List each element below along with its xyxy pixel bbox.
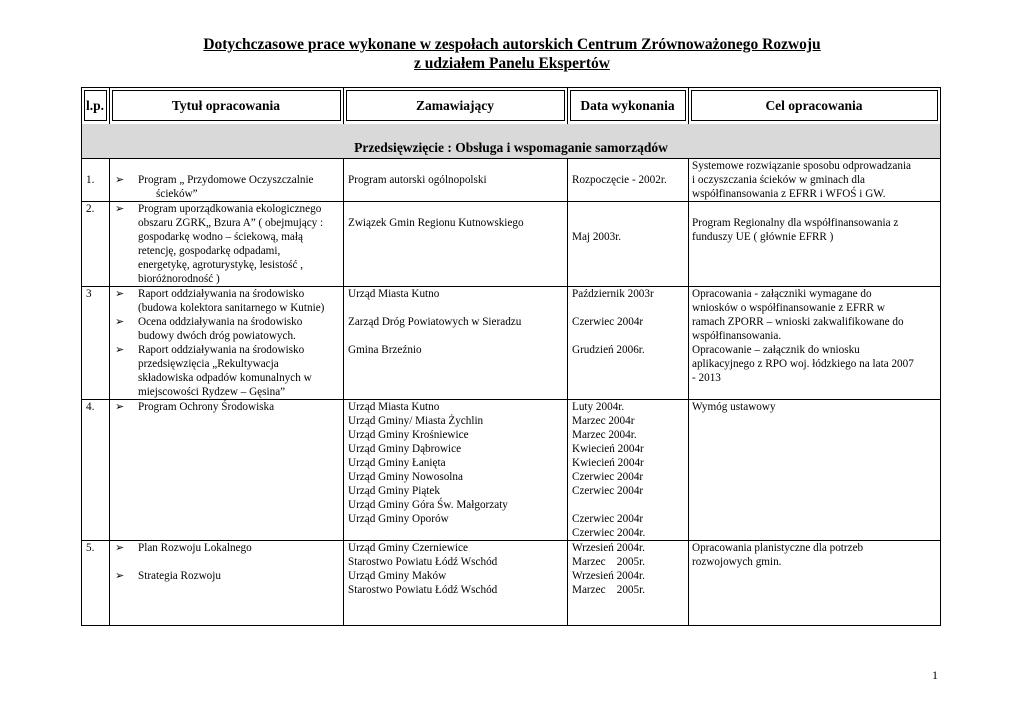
date-line: Rozpoczęcie - 2002r. [572, 174, 667, 186]
bullet-icon: ➢ [115, 401, 125, 413]
goal-line: współfinansowania. [692, 330, 782, 342]
goal-line: ramach ZPORR – wnioski zakwalifikowane do [692, 316, 904, 328]
section-header: Przedsięwzięcie : Obsługa i wspomaganie samorządów [82, 124, 940, 158]
title-line: Raport oddziaływania na środowisko [138, 288, 305, 300]
client-line: Urząd Gminy Łanięta [348, 457, 446, 469]
client-line: Urząd Gminy Góra Św. Małgorzaty [348, 499, 508, 511]
date-line: Marzec 2005r. [572, 584, 646, 596]
goal-line: Opracowanie – załącznik do wniosku [692, 344, 860, 356]
goal-line: rozwojowych gmin. [692, 556, 782, 568]
bullet-icon: ➢ [115, 344, 125, 356]
page-number: 1 [932, 668, 938, 682]
client-line: Urząd Gminy/ Miasta Żychlin [348, 415, 484, 427]
row-number: 4. [86, 401, 95, 413]
title-line: Plan Rozwoju Lokalnego [138, 542, 252, 554]
title-line: Strategia Rozwoju [138, 570, 221, 582]
client-line: Starostwo Powiatu Łódź Wschód [348, 556, 498, 568]
document-title-line-2: z udziałem Panelu Ekspertów [414, 55, 610, 72]
title-line: miejscowości Rydzew – Gęsina” [138, 386, 286, 398]
row-number: 2. [86, 203, 95, 215]
date-line: Październik 2003r [572, 288, 654, 300]
goal-line: i oczyszczania ścieków w gminach dla [692, 174, 866, 186]
date-line: Kwiecień 2004r [572, 457, 644, 469]
title-line: składowiska odpadów komunalnych w [138, 372, 312, 384]
bullet-icon: ➢ [115, 570, 125, 582]
document-title-line-1: Dotychczasowe prace wykonane w zespołach autorskich Centrum Zrównoważonego Rozwoju [203, 36, 821, 53]
date-line: Maj 2003r. [572, 231, 622, 243]
title-line: Program „ Przydomowe Oczyszczalnie [138, 174, 314, 186]
date-line: Wrzesień 2004r. [572, 570, 645, 582]
client-line: Urząd Gminy Piątek [348, 485, 440, 497]
title-line: budowy dwóch dróg powiatowych. [138, 330, 296, 342]
date-line: Grudzień 2006r. [572, 344, 645, 356]
goal-line: Program Regionalny dla współfinansowania z [692, 217, 899, 229]
goal-line: funduszy UE ( głównie EFRR ) [692, 231, 834, 243]
row-number: 5. [86, 542, 95, 554]
goal-line: współfinansowania z EFRR i WFOŚ i GW. [692, 188, 886, 200]
date-line: Czerwiec 2004r [572, 513, 644, 525]
date-line: Marzec 2004r [572, 415, 635, 427]
goal-line: Opracowania - załączniki wymagane do [692, 288, 872, 300]
client-line: Urząd Gminy Czerniewice [348, 542, 468, 554]
bullet-icon: ➢ [115, 542, 125, 554]
goal-line: Wymóg ustawowy [692, 401, 776, 413]
date-line: Luty 2004r. [572, 401, 625, 413]
client-line: Urząd Gminy Nowosolna [348, 471, 463, 483]
title-line: obszaru ZGRK„ Bzura A” ( obejmujący : [138, 217, 324, 229]
title-line: ścieków” [156, 188, 198, 200]
client-line: Urząd Gminy Dąbrowice [348, 443, 462, 455]
client-line: Starostwo Powiatu Łódź Wschód [348, 584, 498, 596]
date-line: Wrzesień 2004r. [572, 542, 645, 554]
date-line: Kwiecień 2004r [572, 443, 644, 455]
header-lp: l.p. [85, 97, 104, 113]
title-line: energetykę, agroturystykę, lesistość , [138, 259, 304, 271]
client-line: Urząd Miasta Kutno [348, 401, 440, 413]
date-line: Marzec 2005r. [572, 556, 646, 568]
client-line: Urząd Gminy Oporów [348, 513, 449, 525]
client-line: Gmina Brzeźnio [348, 344, 422, 356]
client-line: Urząd Gminy Maków [348, 570, 447, 582]
title-line: bioróżnorodność ) [138, 273, 220, 285]
title-line: Ocena oddziaływania na środowisko [138, 316, 303, 328]
goal-line: Systemowe rozwiązanie sposobu odprowadzania [692, 160, 912, 172]
goal-line: Opracowania planistyczne dla potrzeb [692, 542, 864, 554]
date-line: Marzec 2004r. [572, 429, 637, 441]
title-line: gospodarkę wodno – ściekową, małą [138, 231, 303, 243]
date-line: Czerwiec 2004r [572, 471, 644, 483]
client-line: Urząd Gminy Krośniewice [348, 429, 469, 441]
header-client: Zamawiający [416, 97, 494, 113]
goal-line: - 2013 [692, 372, 721, 384]
client-line: Urząd Miasta Kutno [348, 288, 440, 300]
title-line: retencję, gospodarkę odpadami, [138, 245, 281, 257]
header-goal: Cel opracowania [765, 97, 863, 113]
title-line: Raport oddziaływania na środowisko [138, 344, 305, 356]
goal-line: aplikacyjnego z RPO woj. łódzkiego na lata 2007 [692, 358, 914, 370]
bullet-icon: ➢ [115, 174, 125, 186]
goal-line: wniosków o współfinansowanie z EFRR w [692, 302, 885, 314]
date-line: Czerwiec 2004r [572, 485, 644, 497]
title-line: Program uporządkowania ekologicznego [138, 203, 322, 215]
bullet-icon: ➢ [115, 288, 125, 300]
header-date: Data wykonania [580, 97, 675, 113]
header-title: Tytuł opracowania [171, 97, 281, 113]
title-line: przedsięwzięcia „Rekultywacja [138, 358, 279, 370]
title-line: Program Ochrony Środowiska [138, 401, 275, 413]
client-line: Zarząd Dróg Powiatowych w Sieradzu [348, 316, 522, 328]
row-number: 1. [86, 174, 95, 186]
bullet-icon: ➢ [115, 316, 125, 328]
client-line: Program autorski ogólnopolski [348, 174, 487, 186]
bullet-icon: ➢ [115, 203, 125, 215]
date-line: Czerwiec 2004r. [572, 527, 646, 539]
title-line: (budowa kolektora sanitarnego w Kutnie) [138, 302, 325, 314]
row-number: 3 [86, 288, 92, 300]
client-line: Związek Gmin Regionu Kutnowskiego [348, 217, 524, 229]
date-line: Czerwiec 2004r [572, 316, 644, 328]
